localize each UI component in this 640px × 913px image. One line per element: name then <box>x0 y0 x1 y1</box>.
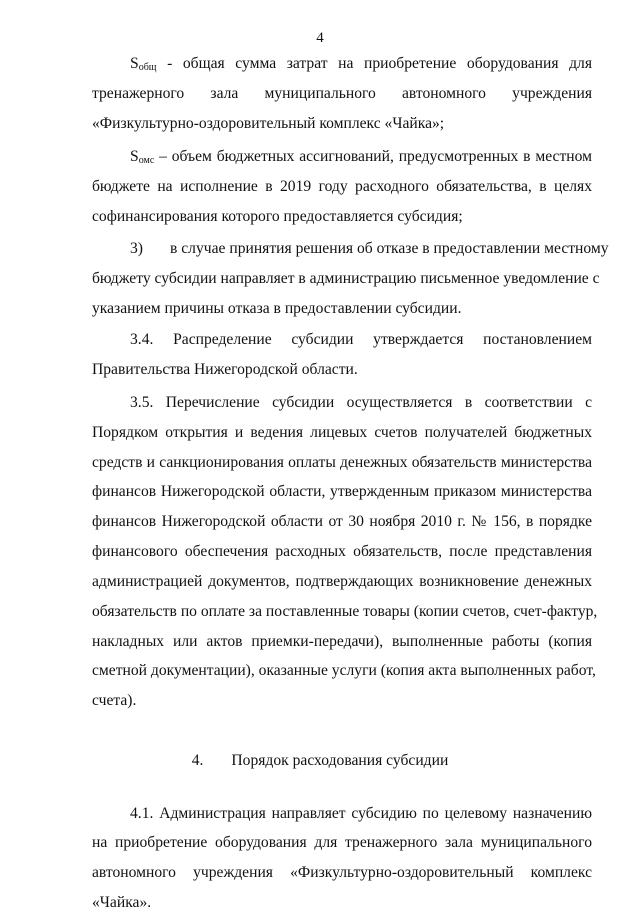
text-line: бюджету субсидии направляет в администрацию письменное уведомление с <box>92 269 600 287</box>
item-number: 3) <box>130 239 143 257</box>
section-heading <box>0 751 640 771</box>
text-line: 4.1. Администрация направляет субсидию по целевому назначению <box>130 804 592 822</box>
text-line: на приобретение оборудования для тренажерного зала муниципального <box>92 834 592 852</box>
page-number: 4 <box>316 30 324 46</box>
text-line: Правительства Нижегородской области. <box>92 361 358 379</box>
text-line <box>130 54 592 74</box>
text-line: «Чайка». <box>92 894 152 911</box>
text-fragment: - общая сумма затрат на приобретение оборудования для <box>156 55 592 72</box>
text-line: бюджете на исполнение в 2019 году расходного обязательства, в целях <box>92 178 592 196</box>
text-line: накладных или актов приемки-передачи), выполненные работы (копия <box>92 632 592 650</box>
text-line: финансового обеспечения расходных обязательств, после представления <box>92 543 592 561</box>
text-line: средств и санкционирования оплаты денежных обязательств министерства <box>92 453 592 471</box>
text-line: 3.5. Перечисление субсидии осуществляется в соответствии с <box>130 393 592 411</box>
text-line: автономного учреждения «Физкультурно-оздоровительный комплекс <box>92 864 592 882</box>
text-line: счета). <box>92 692 137 710</box>
text-line: указанием причины отказа в предоставлении субсидии. <box>92 299 462 317</box>
variable-subscript: общ <box>138 62 157 73</box>
text-line: «Физкультурно-оздоровительный комплекс «Чайка»; <box>92 114 445 132</box>
text-line <box>130 239 609 259</box>
text-line: 3.4. Распределение субсидии утверждается постановлением <box>130 331 592 349</box>
text-line: сметной документации), оказанные услуги (копия акта выполненных работ, <box>92 662 596 680</box>
text-line: администрацией документов, подтверждающих возникновение денежных <box>92 572 592 590</box>
variable-s: S <box>130 55 139 72</box>
text-line: Порядком открытия и ведения лицевых счетов получателей бюджетных <box>92 423 592 441</box>
text-line: тренажерного зала муниципального автономного учреждения <box>92 84 592 102</box>
text-line: финансов Нижегородской области, утвержденным приказом министерства <box>92 483 592 501</box>
variable-subscript: омс <box>138 155 155 167</box>
text-line: обязательств по оплате за поставленные товары (копии счетов, счет-фактур, <box>92 602 598 620</box>
text-line: финансов Нижегородской области от 30 ноября 2010 г. № 156, в порядке <box>92 513 592 531</box>
variable-s: S <box>130 148 139 166</box>
text-fragment: в случае принятия решения об отказе в предоставлении местному <box>170 239 609 257</box>
text-fragment: – объем бюджетных ассигнований, предусмотренных в местном <box>154 148 592 166</box>
section-title: Порядок расходования субсидии <box>231 751 449 769</box>
text-line: софинансирования которого предоставляется субсидия; <box>92 208 463 226</box>
section-number: 4. <box>191 751 204 769</box>
text-line <box>130 147 592 167</box>
